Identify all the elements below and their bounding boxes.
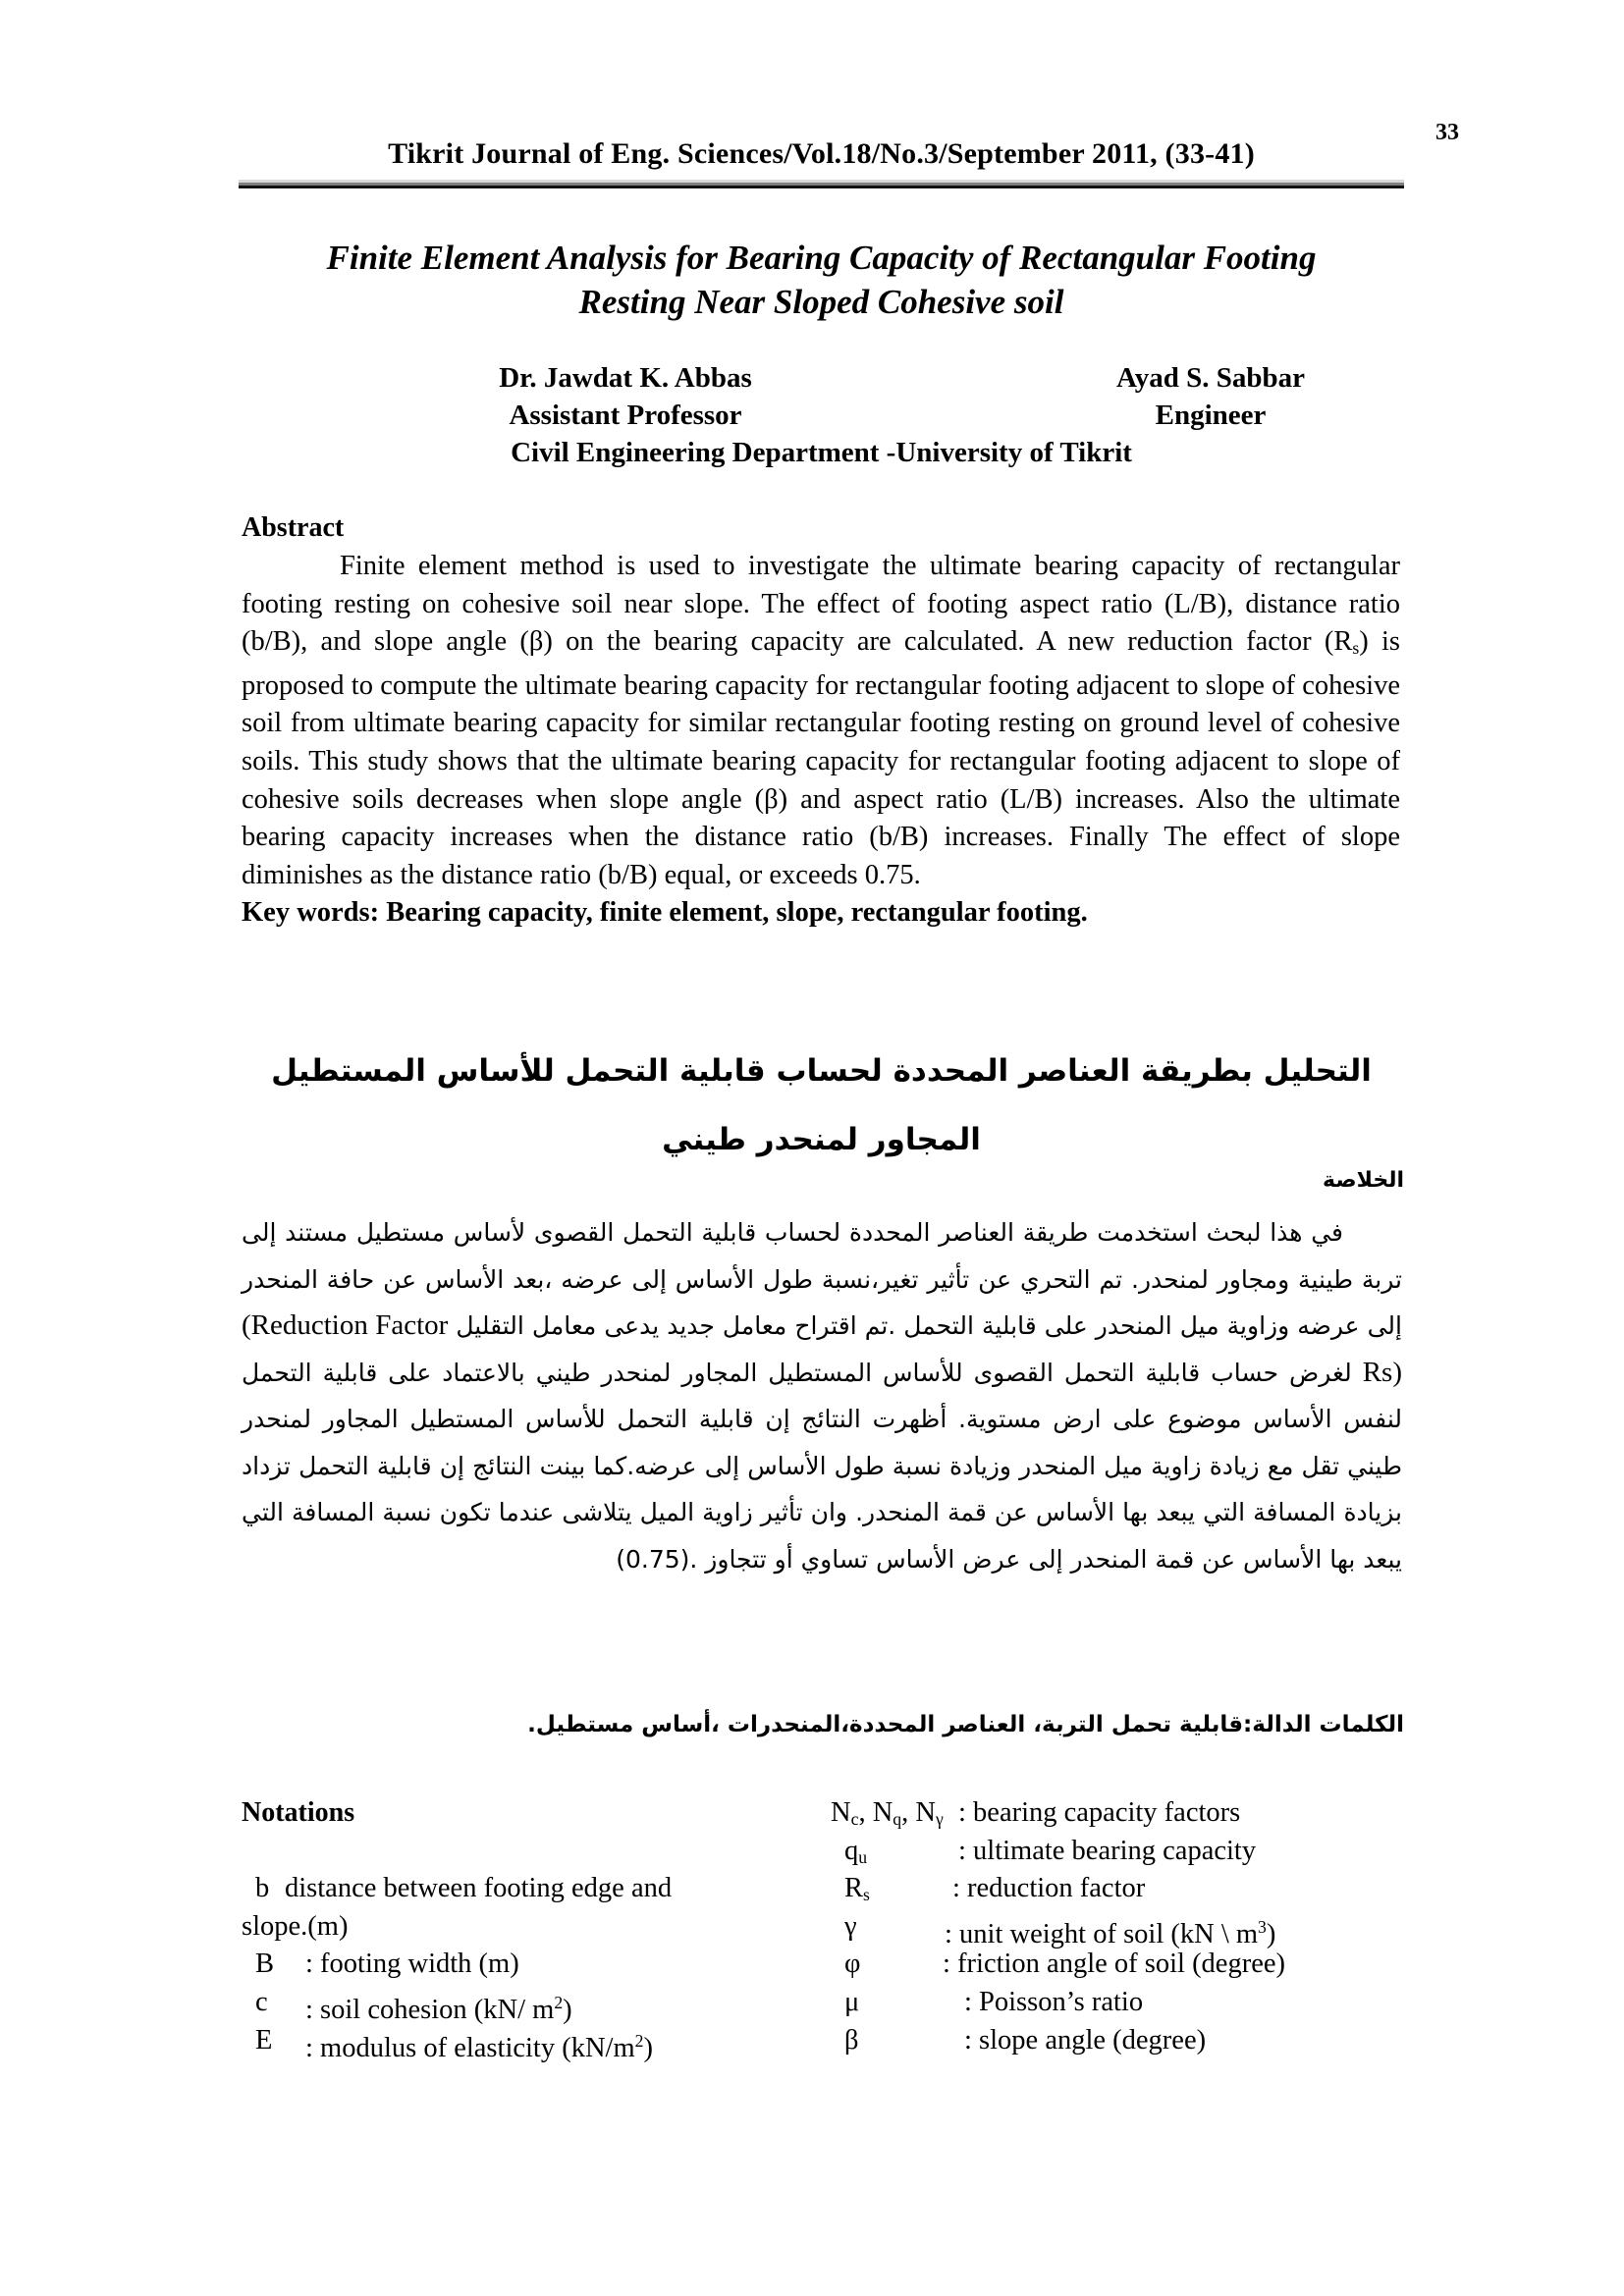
author-1-name: Dr. Jawdat K. Abbas xyxy=(499,362,752,394)
notation-row: φ : friction angle of soil (degree) xyxy=(844,1949,1285,1980)
notation-row: β : slope angle (degree) xyxy=(844,2024,1207,2056)
abstract-body xyxy=(242,548,1400,933)
affiliation: Civil Engineering Department -University of Tikrit xyxy=(511,437,1132,468)
arabic-abstract-text: في هذا لبحث استخدمت طريقة العناصر المحددة لحساب قابلية التحمل القصوى لأساس مستطيل مستند إلى تربة طينية ومجاور لمنحدر. تم التحري عن تأثير تغير،نسبة طول الأساس إلى عرضه ،بعد الأساس عن حافة المنحدر إلى عرضه وزاوية ميل المنحدر على قابلية التحمل .تم اقتراح معامل جديد يدعى معامل التقليل (Reduction Factor Rs) لغرض حساب قابلية التحمل القصوى للأساس المستطيل المجاور لمنحدر طيني بالاعتماد على قابلية التحمل لنفس الأساس موضوع على ارض مستوية. أظهرت النتائج إن قابلية التحمل للأساس المستطيل المجاور لمنحدر طيني تقل مع زيادة زاوية ميل المنحدر وزيادة نسبة طول الأساس إلى عرضه.كما بينت النتائج إن قابلية التحمل تزداد بزيادة المسافة التي يبعد بها الأساس عن قمة المنحدر. وان تأثير زاوية الميل يتلاشى عندما تكون نسبة المسافة التي يبعد بها الأساس عن قمة المنحدر إلى عرض الأساس تساوي أو تتجاوز .(0.75) xyxy=(242,1218,1402,1574)
author-2-position: Engineer xyxy=(1155,400,1267,431)
notation-row: γ : unit weight of soil (kN \ $m^3$) xyxy=(844,1910,1276,1949)
arabic-title-line-1: التحليل بطريقة العناصر المحددة لحساب قابلية التحمل للأساس المستطيل xyxy=(271,1053,1372,1089)
notation-row: c : soil cohesion (kN/ $m^2$) xyxy=(255,1986,572,2025)
paper-title xyxy=(239,236,1404,324)
keywords: Key words: Bearing capacity, finite element, slope, rectangular footing. xyxy=(242,897,1088,929)
notation-row: b distance between footing edge and xyxy=(255,1873,673,1904)
journal-header: Tikrit Journal of Eng. Sciences/Vol.18/No.3/September 2011, (33-41) xyxy=(388,137,1255,170)
notations-left-column xyxy=(242,1794,811,2063)
arabic-title-line-2: المجاور لمنحدر طيني xyxy=(662,1122,981,1157)
arabic-keywords: الكلمات الدالة:قابلية تحمل التربة، العناصر المحددة،المنحدرات ،أساس مستطيل. xyxy=(527,1712,1404,1737)
arabic-abstract-heading: الخلاصة xyxy=(1323,1168,1404,1193)
notation-row: $q_u$ : ultimate bearing capacity xyxy=(844,1835,1257,1867)
title-line-2: Resting Near Sloped Cohesive soil xyxy=(578,283,1064,321)
notation-row: μ : Poisson’s ratio xyxy=(844,1986,1144,2017)
header-rule xyxy=(239,180,1404,189)
notation-row: B : footing width (m) xyxy=(255,1949,519,1980)
arabic-abstract-body xyxy=(242,1209,1402,1582)
arabic-title xyxy=(239,1037,1404,1174)
authors-block xyxy=(239,359,1404,471)
title-line-1: Finite Element Analysis for Bearing Capacity of Rectangular Footing xyxy=(326,239,1317,277)
notation-row-continuation: slope.(m) xyxy=(242,1910,349,1942)
notation-row: $R_s$ : reduction factor xyxy=(844,1873,1146,1905)
page-number: 33 xyxy=(1435,120,1459,145)
author-1-position: Assistant Professor xyxy=(509,400,742,431)
notations-heading: Notations xyxy=(242,1797,355,1828)
notations-right-column xyxy=(831,1794,1420,2059)
notation-row: E : modulus of elasticity $(kN/m^2)$ xyxy=(255,2024,653,2063)
abstract-text: Finite element method is used to investigate the ultimate bearing capacity of rectangular footing resting on cohesive soil near slope. The effect of footing aspect ratio (L/B), distance ratio (b/B), and slope angle (β) on the bearing capacity are calculated. A new reduction factor $(R_s)$ is proposed to compute the ultimate bearing capacity for rectangular footing adjacent to slope of cohesive soil from ultimate bearing capacity for similar rectangular footing resting on ground level of cohesive soils. This study shows that the ultimate bearing capacity for rectangular footing adjacent to slope of cohesive soils decreases when slope angle (β) and aspect ratio (L/B) increases. Also the ultimate bearing capacity increases when the distance ratio (b/B) increases. Finally The effect of slope diminishes as the distance ratio (b/B) equal, or exceeds 0.75. xyxy=(242,551,1400,890)
notation-row: $N_c$, $N_q$, $N_\gamma$ : bearing capacity factors xyxy=(831,1797,1241,1829)
abstract-heading: Abstract xyxy=(242,512,345,543)
author-2-name: Ayad S. Sabbar xyxy=(1115,362,1306,394)
